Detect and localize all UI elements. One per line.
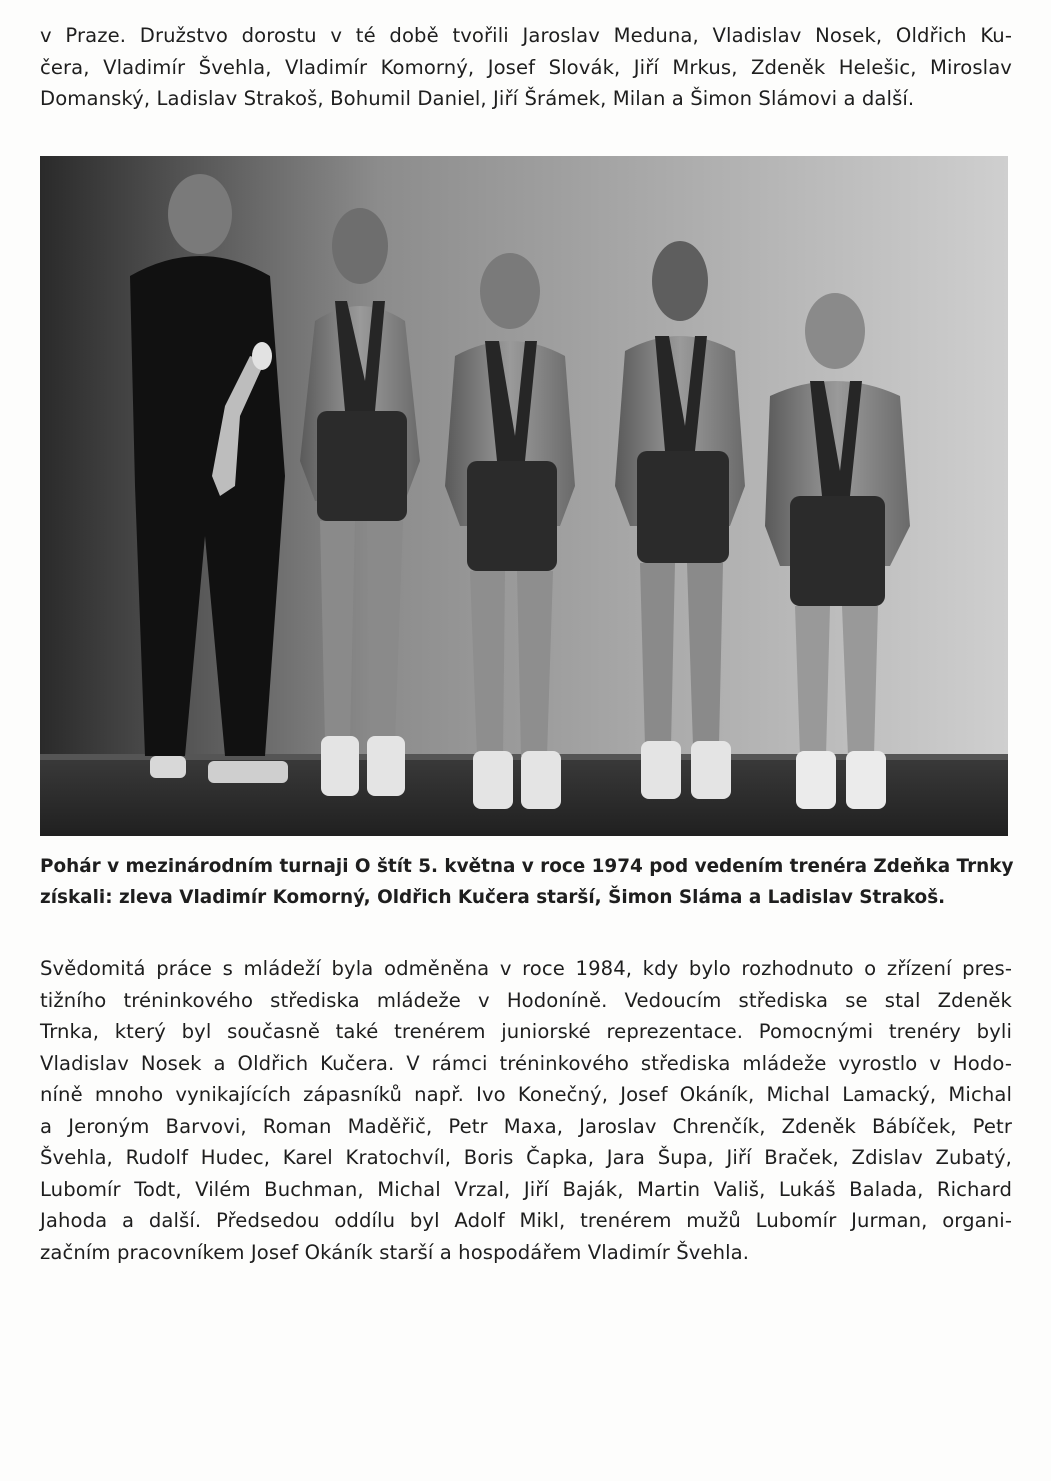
intro-line: čera, Vladimír Švehla, Vladimír Komorný, Josef Slovák, Jiří Mrkus, Zdeněk Helešic, Miroslav <box>40 55 1012 79</box>
body-line: začním pracovníkem Josef Okáník starší a hospodářem Vladimír Švehla. <box>40 1240 750 1264</box>
team-photo-icon <box>40 156 1008 836</box>
body-line: Lubomír Todt, Vilém Buchman, Michal Vrzal, Jiří Baják, Martin Vališ, Lukáš Balada, Richard <box>40 1177 1012 1201</box>
photo-caption <box>40 851 1012 913</box>
body-line: tižního tréninkového střediska mládeže v Hodoníně. Vedoucím střediska se stal Zdeněk <box>40 988 1012 1012</box>
intro-line: v Praze. Družstvo dorostu v té době tvořili Jaroslav Meduna, Vladislav Nosek, Oldřich Ku- <box>40 24 1012 47</box>
body-line: Trnka, který byl současně také trenérem juniorské reprezentace. Pomocnými trenéry byli <box>40 1020 1012 1043</box>
body-line: Svědomitá práce s mládeží byla odměněna v roce 1984, kdy bylo rozhodnuto o zřízení pres- <box>40 957 1012 980</box>
body-line: Vladislav Nosek a Oldřich Kučera. V rámci tréninkového střediska mládeže vyrostlo v Hodo- <box>40 1051 1012 1075</box>
body-line: Švehla, Rudolf Hudec, Karel Kratochvíl, Boris Čapka, Jara Šupa, Jiří Braček, Zdislav Zubatý, <box>40 1146 1012 1169</box>
intro-line: Domanský, Ladislav Strakoš, Bohumil Daniel, Jiří Šrámek, Milan a Šimon Slámovi a další. <box>40 87 915 110</box>
body-line: a Jeroným Barvovi, Roman Maděřič, Petr Maxa, Jaroslav Chrenčík, Zdeněk Bábíček, Petr <box>40 1114 1012 1138</box>
body-paragraph <box>40 953 1012 1268</box>
intro-paragraph <box>40 20 1012 115</box>
caption-line: získali: zleva Vladimír Komorný, Oldřich Kučera starší, Šimon Sláma a Ladislav Strakoš. <box>40 887 946 908</box>
body-line: Jahoda a další. Předsedou oddílu byl Adolf Mikl, trenérem mužů Lubomír Jurman, organi- <box>40 1209 1012 1232</box>
caption-line: Pohár v mezinárodním turnaji O štít 5. května v roce 1974 pod vedením trenéra Zdeňka Trnky <box>40 856 1014 877</box>
team-photo <box>40 156 1008 836</box>
body-line: níně mnoho vynikajících zápasníků např. Ivo Konečný, Josef Okáník, Michal Lamacký, Michal <box>40 1083 1012 1106</box>
